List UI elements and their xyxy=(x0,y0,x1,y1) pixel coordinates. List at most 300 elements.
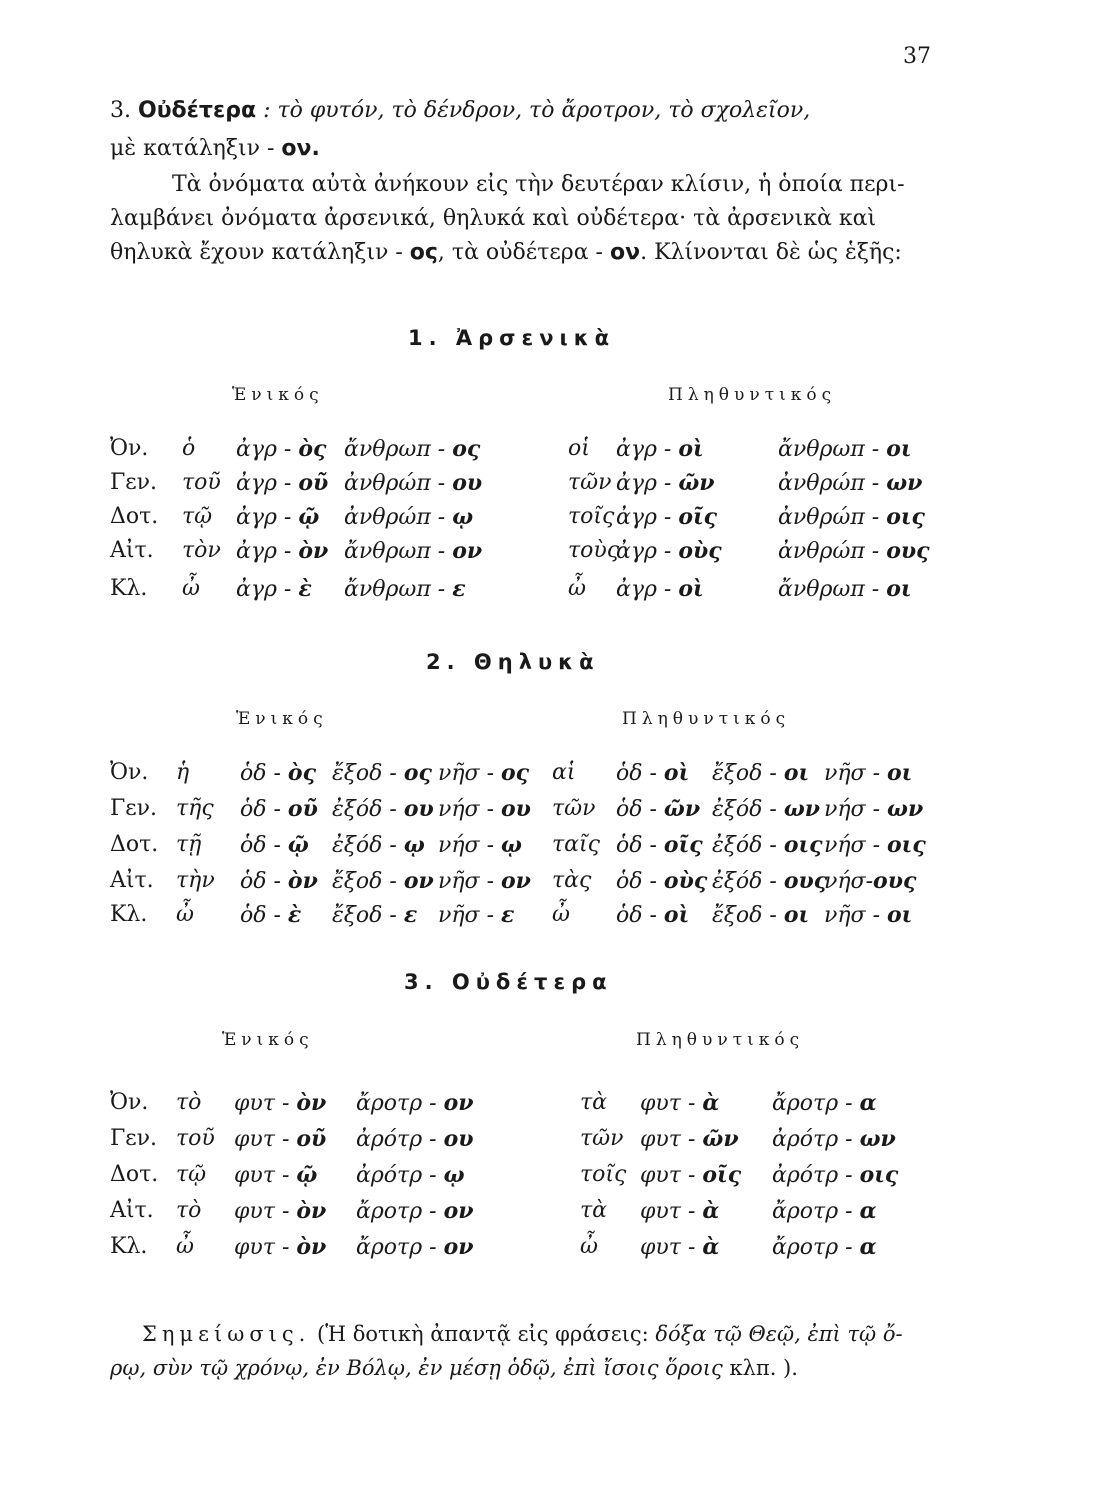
feminine-heading: 2. Θηλυκὰ xyxy=(426,650,600,674)
ending: οι xyxy=(886,436,912,462)
stem: ἀνθρώπ - xyxy=(778,505,887,530)
ending: ε xyxy=(452,576,466,602)
intro-examples: : τὸ φυτόν, τὸ δένδρον, τὸ ἄροτρον, τὸ σχολεῖον, xyxy=(256,98,811,123)
article xyxy=(182,504,212,529)
form xyxy=(332,760,432,786)
ending: ου xyxy=(501,796,531,822)
form xyxy=(344,436,480,462)
stem: νῆσ - xyxy=(438,869,501,894)
stem: ἄροτρ - xyxy=(356,1091,444,1116)
stem: φυτ - xyxy=(234,1091,297,1116)
ending: ὸς xyxy=(287,760,316,786)
article: τὸ xyxy=(176,1198,202,1223)
article xyxy=(552,902,570,927)
article: τῆς xyxy=(176,796,214,821)
form xyxy=(712,760,809,786)
stem: ἀγρ - xyxy=(236,577,299,602)
ending: ῷ xyxy=(298,504,320,530)
ending: ου xyxy=(443,1126,474,1152)
case-label: Δοτ. xyxy=(110,1162,159,1187)
stem: ἄροτρ - xyxy=(356,1235,444,1260)
note-examples: δόξα τῷ Θεῷ, ἐπὶ τῷ ὄ- xyxy=(655,1322,903,1346)
intro-line-3: Τὰ ὀνόματα αὐτὰ ἀνήκουν εἰς τὴν δευτέραν κλίσιν, ἡ ὁποία περι- xyxy=(172,172,905,197)
article xyxy=(552,796,595,821)
stem: νήσ- xyxy=(824,869,874,894)
stem: νῆσ - xyxy=(824,761,887,786)
article: τὸν xyxy=(182,538,221,563)
masculine-singular-heading: Ἑνικός xyxy=(232,385,324,405)
ending: οὶ xyxy=(678,436,704,462)
case-label: Ὀν. xyxy=(110,436,149,461)
case-label: Αἰτ. xyxy=(110,538,154,563)
form xyxy=(234,1090,326,1116)
ending: ῷ xyxy=(296,1162,318,1188)
case-label: Κλ. xyxy=(110,576,148,601)
article: τῷ xyxy=(182,504,213,529)
form xyxy=(616,576,704,602)
ending: οι xyxy=(886,576,912,602)
stem: ἀγρ - xyxy=(616,505,679,530)
form xyxy=(234,1126,326,1152)
stem: φυτ - xyxy=(234,1199,297,1224)
form xyxy=(356,1234,474,1260)
stem: ἔξοδ - xyxy=(332,903,404,928)
form xyxy=(616,796,700,822)
stem: ἀνθρώπ - xyxy=(344,471,453,496)
ending: ὰ xyxy=(702,1090,720,1116)
case-label xyxy=(110,832,158,857)
form xyxy=(712,868,827,894)
stem: ὁδ - xyxy=(616,903,664,928)
article: τὰ xyxy=(580,1090,608,1115)
form xyxy=(356,1090,474,1116)
article: τὰς xyxy=(552,868,592,893)
case-label xyxy=(110,868,154,893)
intro-line-4: λαμβάνει ὀνόματα ἀρσενικά, θηλυκά καὶ οὐδέτερα· τὰ ἀρσενικὰ καὶ xyxy=(110,206,877,231)
ending: ῳ xyxy=(501,832,522,858)
article xyxy=(182,436,195,461)
case-label xyxy=(110,1198,154,1223)
ending: ὸν xyxy=(296,1198,327,1224)
case-label xyxy=(110,538,154,563)
case-label xyxy=(110,1090,148,1115)
stem: ἀγρ - xyxy=(616,437,679,462)
stem: ἀρότρ - xyxy=(356,1163,444,1188)
ending: οὶ xyxy=(663,760,690,786)
ending: οις xyxy=(859,1162,899,1188)
article xyxy=(580,1090,607,1115)
intro-ending: ον xyxy=(609,240,641,265)
article xyxy=(176,832,201,857)
stem: ἄροτρ - xyxy=(772,1091,860,1116)
ending: ον xyxy=(501,868,531,894)
stem: ἄροτρ - xyxy=(356,1199,444,1224)
ending: ῳ xyxy=(403,832,425,858)
form xyxy=(616,902,689,928)
ending: ον xyxy=(403,868,434,894)
form xyxy=(438,868,531,894)
form xyxy=(332,868,434,894)
stem: ἐξόδ - xyxy=(332,833,404,858)
case-label: Κλ. xyxy=(110,1234,148,1259)
form xyxy=(356,1162,465,1188)
article xyxy=(580,1198,607,1223)
case-label xyxy=(110,796,157,821)
case-label xyxy=(110,760,148,785)
case-label: Γεν. xyxy=(110,1126,158,1151)
form xyxy=(824,832,926,858)
form xyxy=(772,1234,877,1260)
stem: ἀγρ - xyxy=(616,577,679,602)
ending: ους xyxy=(873,868,917,894)
ending: ῶν xyxy=(702,1126,739,1152)
stem: ὁδ - xyxy=(240,869,288,894)
form xyxy=(772,1198,877,1224)
stem: ἔξοδ - xyxy=(332,869,404,894)
article: τοὺς xyxy=(568,538,620,563)
stem: ἀγρ - xyxy=(236,505,299,530)
case-label xyxy=(110,1126,157,1151)
stem: ἀνθρώπ - xyxy=(344,505,453,530)
neuter-plural-heading: Πληθυντικός xyxy=(636,1030,805,1050)
ending: ος xyxy=(501,760,530,786)
form xyxy=(778,538,930,564)
ending: οῖς xyxy=(702,1162,742,1188)
ending: ων xyxy=(783,796,821,822)
article xyxy=(182,538,221,563)
ending: ε xyxy=(501,902,515,928)
ending: ὸν xyxy=(296,1090,327,1116)
neuter-heading: 3. Οὐδέτερα xyxy=(404,970,613,994)
stem: φυτ - xyxy=(640,1163,703,1188)
stem: νῆσ - xyxy=(438,903,501,928)
ending: οῦ xyxy=(298,470,329,496)
article xyxy=(552,760,575,785)
case-label: Κλ. xyxy=(110,902,148,927)
article: ταῖς xyxy=(552,832,600,857)
article: τῶν xyxy=(568,470,612,495)
article: αἱ xyxy=(552,760,576,785)
ending: ὲ xyxy=(298,576,312,602)
form xyxy=(234,1162,317,1188)
form xyxy=(616,760,689,786)
form xyxy=(240,796,318,822)
stem: νῆσ - xyxy=(824,903,887,928)
case-label xyxy=(110,576,147,601)
ending: οις xyxy=(886,504,925,530)
stem: ἄροτρ - xyxy=(772,1235,860,1260)
ending: οῦ xyxy=(287,796,318,822)
article: ὦ xyxy=(580,1234,598,1259)
intro-line-5 xyxy=(110,240,902,265)
form xyxy=(824,796,923,822)
article: τὸ xyxy=(176,1090,202,1115)
form xyxy=(712,832,823,858)
article xyxy=(176,902,194,927)
ending: οι xyxy=(783,902,810,928)
ending: οῖς xyxy=(678,504,718,530)
form xyxy=(236,576,312,602)
stem: φυτ - xyxy=(640,1127,703,1152)
intro-text: θηλυκὰ ἔχουν κατάληξιν - xyxy=(110,240,410,265)
article xyxy=(176,1198,201,1223)
stem: ἄνθρωπ - xyxy=(778,437,887,462)
form xyxy=(240,902,301,928)
form xyxy=(438,796,531,822)
intro-line-1 xyxy=(110,98,810,123)
form xyxy=(240,832,309,858)
article: τῷ xyxy=(176,1162,207,1187)
ending: οὶ xyxy=(663,902,690,928)
form xyxy=(772,1162,898,1188)
form xyxy=(438,832,522,858)
case-label xyxy=(110,470,157,495)
stem: φυτ - xyxy=(234,1235,297,1260)
form xyxy=(616,470,715,496)
note-examples: ρῳ, σὺν τῷ χρόνῳ, ἐν Βόλῳ, ἐν μέσῃ ὁδῷ, ἐπὶ ἴσοις ὅροις xyxy=(110,1356,723,1380)
ending: οις xyxy=(783,832,823,858)
note-line-1 xyxy=(142,1322,903,1346)
article: οἱ xyxy=(568,436,590,461)
case-label xyxy=(110,504,158,529)
ending: ῶν xyxy=(678,470,715,496)
stem: ἔξοδ - xyxy=(712,903,784,928)
note-text: (Ἡ δοτικὴ ἀπαντᾷ εἰς φράσεις: xyxy=(310,1322,656,1346)
article xyxy=(580,1162,626,1187)
case-label: Δοτ. xyxy=(110,832,159,857)
article xyxy=(568,436,590,461)
stem: φυτ - xyxy=(640,1091,703,1116)
stem: ἄνθρωπ - xyxy=(344,577,453,602)
article xyxy=(176,760,189,785)
article xyxy=(182,576,200,601)
stem: ἔξοδ - xyxy=(712,761,784,786)
case-label: Δοτ. xyxy=(110,504,159,529)
form xyxy=(240,760,316,786)
ending: ὰ xyxy=(702,1234,720,1260)
form xyxy=(438,902,514,928)
ending: ου xyxy=(403,796,434,822)
note-text: κλπ. ). xyxy=(722,1356,798,1380)
ending: ὰ xyxy=(702,1198,720,1224)
stem: ἄροτρ - xyxy=(772,1199,860,1224)
ending: ων xyxy=(887,796,924,822)
ending: ὲ xyxy=(287,902,302,928)
ending: ων xyxy=(859,1126,896,1152)
intro-line-2 xyxy=(110,136,320,161)
ending: ῳ xyxy=(443,1162,465,1188)
article: ἡ xyxy=(176,760,190,785)
case-label xyxy=(110,902,147,927)
article: τοῖς xyxy=(580,1162,627,1187)
stem: νήσ - xyxy=(824,797,887,822)
ending: ον xyxy=(452,538,483,564)
stem: ἀρότρ - xyxy=(772,1163,860,1188)
ending: οὶ xyxy=(678,576,704,602)
ending: ον xyxy=(443,1198,474,1224)
intro-ending: ον. xyxy=(281,136,320,161)
form xyxy=(616,832,703,858)
case-label xyxy=(110,1162,158,1187)
form xyxy=(236,470,328,496)
article: ὦ xyxy=(182,576,200,601)
form xyxy=(344,538,482,564)
note-line-2 xyxy=(110,1356,798,1380)
section-number: 3. xyxy=(110,98,131,123)
ending: ὸς xyxy=(298,436,327,462)
form xyxy=(772,1090,877,1116)
stem: ἀγρ - xyxy=(616,539,679,564)
form xyxy=(616,538,722,564)
form xyxy=(332,796,434,822)
stem: φυτ - xyxy=(234,1127,297,1152)
ending: ῳ xyxy=(452,504,474,530)
intro-text: μὲ κατάληξιν - xyxy=(110,136,282,161)
stem: ἀρότρ - xyxy=(772,1127,860,1152)
article xyxy=(568,538,619,563)
ending: ὸν xyxy=(296,1234,327,1260)
form xyxy=(344,470,482,496)
ending: οι xyxy=(887,760,913,786)
feminine-singular-heading: Ἑνικός xyxy=(236,709,328,729)
article xyxy=(580,1126,623,1151)
form xyxy=(640,1126,739,1152)
form xyxy=(824,760,912,786)
stem: ὁδ - xyxy=(616,761,664,786)
article xyxy=(568,504,614,529)
stem: ἐξόδ - xyxy=(332,797,404,822)
stem: ὁδ - xyxy=(240,797,288,822)
ending: οι xyxy=(783,760,810,786)
ending: α xyxy=(859,1198,877,1224)
form xyxy=(344,576,466,602)
form xyxy=(332,902,417,928)
stem: φυτ - xyxy=(640,1199,703,1224)
article: ὁ xyxy=(182,436,196,461)
stem: ἄνθρωπ - xyxy=(344,437,453,462)
case-label: Ὀν. xyxy=(110,760,149,785)
form xyxy=(344,504,473,530)
ending: οὺς xyxy=(678,538,722,564)
form xyxy=(332,832,425,858)
page-number: 37 xyxy=(903,44,931,69)
stem: νήσ - xyxy=(824,833,887,858)
article xyxy=(552,868,591,893)
form xyxy=(772,1126,896,1152)
ending: ους xyxy=(783,868,828,894)
article xyxy=(176,1234,194,1259)
form xyxy=(778,504,925,530)
ending: ῷ xyxy=(287,832,309,858)
article: ὦ xyxy=(568,576,586,601)
article: τοῖς xyxy=(568,504,615,529)
form xyxy=(356,1126,474,1152)
stem: ἀγρ - xyxy=(236,437,299,462)
case-label: Γεν. xyxy=(110,470,158,495)
article xyxy=(568,470,611,495)
form xyxy=(236,538,328,564)
article: ὦ xyxy=(176,1234,194,1259)
form xyxy=(640,1090,719,1116)
form xyxy=(824,868,916,894)
article: ὦ xyxy=(552,902,570,927)
case-label: Αἰτ. xyxy=(110,1198,154,1223)
form xyxy=(616,868,707,894)
ending: ων xyxy=(886,470,923,496)
stem: ὁδ - xyxy=(616,833,664,858)
stem: ἀγρ - xyxy=(236,539,299,564)
stem: ἀνθρώπ - xyxy=(778,471,887,496)
form xyxy=(236,504,319,530)
article: τὴν xyxy=(176,868,215,893)
intro-text: . Κλίνονται δὲ ὡς ἑξῆς: xyxy=(640,240,902,265)
stem: φυτ - xyxy=(640,1235,703,1260)
ending: ου xyxy=(452,470,483,496)
form xyxy=(640,1198,719,1224)
stem: ἐξόδ - xyxy=(712,869,784,894)
stem: ὁδ - xyxy=(240,903,288,928)
ending: ε xyxy=(403,902,418,928)
stem: νήσ - xyxy=(438,797,501,822)
section-title: Οὐδέτερα xyxy=(138,98,257,123)
form xyxy=(438,760,529,786)
ending: οῦ xyxy=(296,1126,327,1152)
article xyxy=(552,832,600,857)
form xyxy=(240,868,318,894)
ending: α xyxy=(859,1234,877,1260)
ending: ον xyxy=(443,1090,474,1116)
stem: ὁδ - xyxy=(616,797,664,822)
article: τὰ xyxy=(580,1198,608,1223)
article: τῶν xyxy=(552,796,596,821)
stem: ὁδ - xyxy=(240,833,288,858)
ending: οὺς xyxy=(663,868,708,894)
case-label: Ὀν. xyxy=(110,1090,149,1115)
stem: ἀγρ - xyxy=(616,471,679,496)
stem: ἀγρ - xyxy=(236,471,299,496)
case-label: Γεν. xyxy=(110,796,158,821)
article: τῶν xyxy=(580,1126,624,1151)
stem: ὁδ - xyxy=(616,869,664,894)
intro-text: , τὰ οὐδέτερα - xyxy=(437,240,610,265)
ending: ος xyxy=(452,436,481,462)
masculine-plural-heading: Πληθυντικός xyxy=(668,385,837,405)
masculine-heading: 1. Ἀρσενικὰ xyxy=(408,326,616,350)
stem: ἔξοδ - xyxy=(332,761,404,786)
stem: ἀνθρώπ - xyxy=(778,539,887,564)
form xyxy=(236,436,326,462)
stem: ἐξόδ - xyxy=(712,833,784,858)
form xyxy=(712,902,809,928)
neuter-singular-heading: Ἑνικός xyxy=(222,1030,314,1050)
ending: ὸν xyxy=(298,538,329,564)
note-label: Σημείωσις. xyxy=(142,1322,311,1346)
form xyxy=(616,436,704,462)
article xyxy=(182,470,221,495)
form xyxy=(640,1234,719,1260)
article: τῇ xyxy=(176,832,202,857)
case-label: Αἰτ. xyxy=(110,868,154,893)
stem: φυτ - xyxy=(234,1163,297,1188)
stem: ἐξόδ - xyxy=(712,797,784,822)
form xyxy=(234,1198,326,1224)
ending: ους xyxy=(886,538,930,564)
article xyxy=(580,1234,598,1259)
article xyxy=(176,796,214,821)
form xyxy=(234,1234,326,1260)
ending: οις xyxy=(887,832,926,858)
article xyxy=(176,868,215,893)
